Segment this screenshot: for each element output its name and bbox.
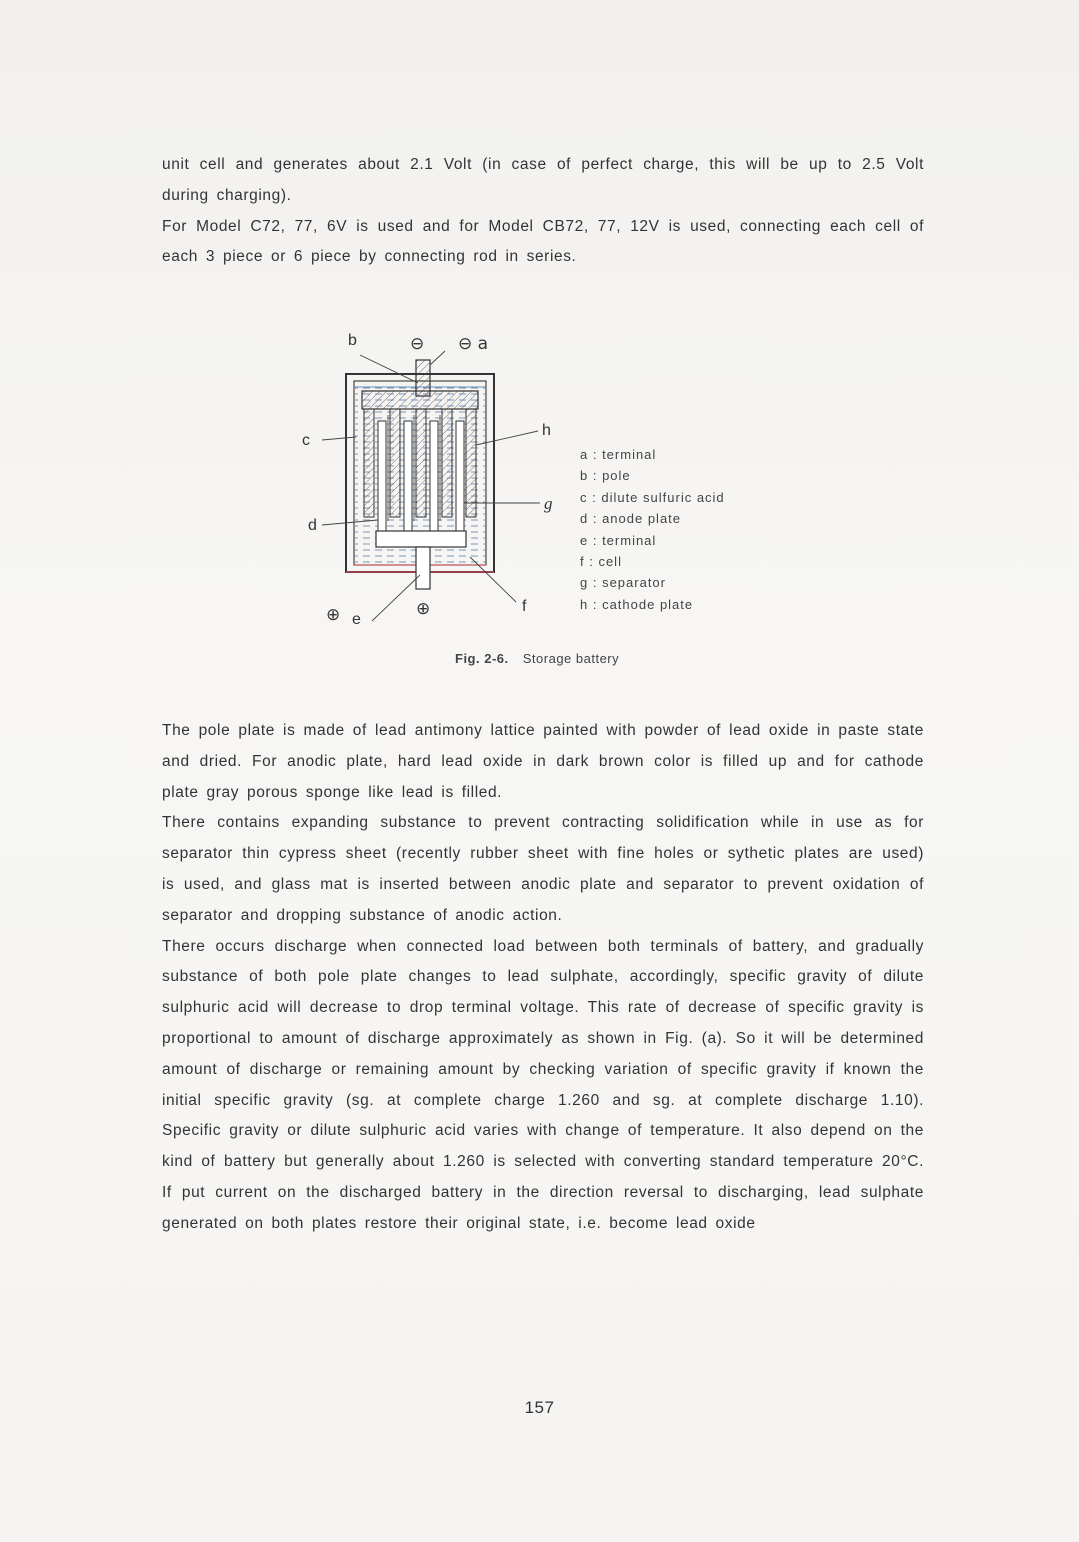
body-text	[162, 716, 924, 1240]
battery-diagram	[290, 325, 570, 635]
body-paragraph-1: The pole plate is made of lead antimony lattice painted with powder of lead oxide in paste state and dried. For anodic plate, hard lead oxide in dark brown color is filled up and for cathode plate gray porous sponge like lead is filled.	[162, 722, 924, 801]
label-neg-a: ⊖ a	[458, 334, 489, 354]
legend-item: c : dilute sulfuric acid	[580, 489, 725, 505]
label-e: e	[352, 611, 361, 628]
label-h: h	[542, 422, 551, 439]
intro-paragraph-1: unit cell and generates about 2.1 Volt (in case of perfect charge, this will be up to 2.5 Volt during charging).	[162, 156, 924, 204]
label-g: g	[544, 494, 553, 513]
terminal-e	[416, 547, 430, 589]
label-neg-top: ⊖	[410, 334, 425, 354]
legend-item: f : cell	[580, 554, 622, 570]
label-pos-e: ⊕	[326, 605, 341, 625]
figure-title: Storage battery	[522, 651, 620, 666]
intro-text	[162, 150, 924, 273]
figure-number: Fig. 2-6.	[455, 651, 509, 666]
figure-legend	[580, 444, 780, 615]
label-d: d	[308, 517, 317, 534]
legend-item: b : pole	[580, 468, 631, 484]
legend-item: g : separator	[580, 575, 666, 591]
intro-paragraph-2: For Model C72, 77, 6V is used and for Model CB72, 77, 12V is used, connecting each cell of each 3 piece or 6 piece by connecting rod in series.	[162, 217, 924, 266]
legend-item: h : cathode plate	[580, 596, 694, 612]
anode-bar	[376, 531, 466, 547]
battery-diagram-svg	[290, 325, 570, 635]
page-number: 157	[524, 1398, 555, 1417]
label-f: f	[522, 598, 527, 615]
legend-item: d : anode plate	[580, 511, 682, 527]
label-pos-mid: ⊕	[416, 599, 431, 619]
legend-item: e : terminal	[580, 532, 657, 548]
body-paragraph-2: There contains expanding substance to prevent contracting solidification while in use as for separator thin cypress sheet (recently rubber sheet with fine holes or sythetic plates are used) is used, and glass mat is inserted between anodic plate and separator to prevent oxidation of separator and dropping substance of anodic action.	[162, 814, 924, 924]
legend-item: a : terminal	[580, 447, 657, 462]
cathode-bar	[362, 391, 478, 409]
label-b: b	[348, 332, 357, 349]
label-c: c	[302, 432, 310, 449]
body-paragraph-3: There occurs discharge when connected load between both terminals of battery, and gradually substance of both pole plate changes to lead sulphate, accordingly, specific gravity of dilute sulphuric acid will decrease to drop terminal voltage. This rate of decrease of specific gravity is proportional to amount of discharge approximately as shown in Fig. (a). So it will be determined amount of discharge or remaining amount by checking variation of specific gravity if known the initial specific gravity (sg. at complete charge 1.260 and sg. at complete discharge 1.10). Specific gravity or dilute sulphuric acid varies with change of temperature. It also depend on the kind of battery but generally about 1.260 is selected with converting standard temperature 20°C. If put current on the discharged battery in the direction reversal to discharging, lead sulphate generated on both plates restore their original state, i.e. become lead oxide	[162, 937, 924, 1232]
figure-caption	[455, 651, 619, 666]
